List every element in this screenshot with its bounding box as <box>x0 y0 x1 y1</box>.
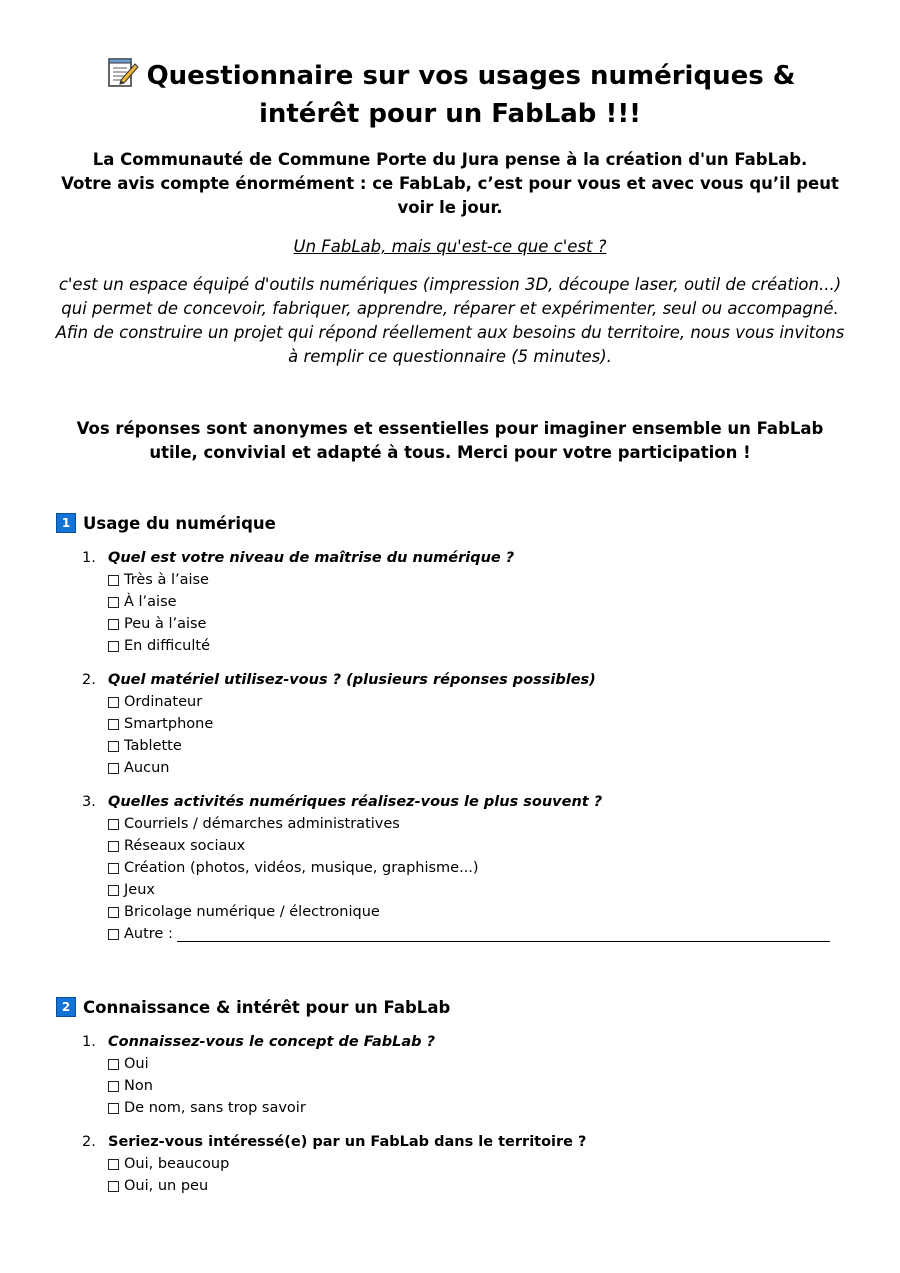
checkbox-icon[interactable] <box>108 697 119 708</box>
checkbox-icon[interactable] <box>108 841 119 852</box>
intro <box>50 148 850 220</box>
question-text: Quel matériel utilisez-vous ? (plusieurs réponses possibles) <box>108 672 596 688</box>
checkbox-icon[interactable] <box>108 1181 119 1192</box>
question-title <box>80 547 850 569</box>
memo-icon <box>105 56 139 90</box>
question-materiel <box>80 669 850 779</box>
checkbox-icon[interactable] <box>108 819 119 830</box>
option-label: Smartphone <box>124 716 214 732</box>
option-label: Très à l’aise <box>124 572 209 588</box>
option-label: Bricolage numérique / électronique <box>124 904 380 920</box>
option-bricolage[interactable] <box>108 901 850 923</box>
option-tablette[interactable] <box>108 735 850 757</box>
option-peu-a-laise[interactable] <box>108 613 850 635</box>
option-list <box>80 1053 850 1119</box>
option-list <box>80 1153 850 1197</box>
option-reseaux-sociaux[interactable] <box>108 835 850 857</box>
intro-line-2: Votre avis compte énormément : ce FabLab, c’est pour vous et avec vous qu’il peut voir le jour. <box>61 174 839 217</box>
question-text: Connaissez-vous le concept de FabLab ? <box>108 1034 436 1050</box>
fablab-question: Un FabLab, mais qu'est-ce que c'est ? <box>293 237 607 256</box>
option-ordinateur[interactable] <box>108 691 850 713</box>
section-header <box>56 995 846 1019</box>
option-label: Création (photos, vidéos, musique, graphisme...) <box>124 860 479 876</box>
section-usage-numerique <box>56 511 846 535</box>
option-label: Jeux <box>124 882 155 898</box>
option-courriels[interactable] <box>108 813 850 835</box>
option-creation[interactable] <box>108 857 850 879</box>
page-title-text: Questionnaire sur vos usages numériques & intérêt pour un FabLab !!! <box>146 61 796 129</box>
page-title <box>60 56 840 133</box>
option-en-difficulte[interactable] <box>108 635 850 657</box>
option-label: Oui <box>124 1056 149 1072</box>
question-number: 3. <box>82 794 96 810</box>
section-number-badge: 1 <box>56 513 76 533</box>
option-label: De nom, sans trop savoir <box>124 1100 306 1116</box>
option-label: Ordinateur <box>124 694 203 710</box>
checkbox-icon[interactable] <box>108 1103 119 1114</box>
option-autre[interactable] <box>108 923 850 945</box>
option-label: Aucun <box>124 760 170 776</box>
checkbox-icon[interactable] <box>108 863 119 874</box>
intro-line-1: La Communauté de Commune Porte du Jura pense à la création d'un FabLab. <box>92 150 808 169</box>
section-title: Connaissance & intérêt pour un FabLab <box>83 997 451 1017</box>
section-connaissance-fablab <box>56 995 846 1019</box>
question-interet <box>80 1131 850 1197</box>
question-title <box>80 1131 850 1153</box>
option-label: Peu à l’aise <box>124 616 207 632</box>
option-list <box>80 569 850 657</box>
question-text: Quelles activités numériques réalisez-vous le plus souvent ? <box>108 794 603 810</box>
question-number: 1. <box>82 550 96 566</box>
option-label: Non <box>124 1078 153 1094</box>
question-activites <box>80 791 850 945</box>
checkbox-icon[interactable] <box>108 741 119 752</box>
option-label: Autre : <box>124 926 173 942</box>
option-non[interactable] <box>108 1075 850 1097</box>
checkbox-icon[interactable] <box>108 929 119 940</box>
checkbox-icon[interactable] <box>108 907 119 918</box>
option-de-nom[interactable] <box>108 1097 850 1119</box>
checkbox-icon[interactable] <box>108 1059 119 1070</box>
question-number: 2. <box>82 1134 96 1150</box>
checkbox-icon[interactable] <box>108 641 119 652</box>
option-label: Oui, beaucoup <box>124 1156 230 1172</box>
checkbox-icon[interactable] <box>108 619 119 630</box>
section-number-badge: 2 <box>56 997 76 1017</box>
option-tres-a-laise[interactable] <box>108 569 850 591</box>
option-label: En difficulté <box>124 638 211 654</box>
fablab-definition <box>50 273 850 369</box>
option-oui-beaucoup[interactable] <box>108 1153 850 1175</box>
option-oui[interactable] <box>108 1053 850 1075</box>
option-label: À l’aise <box>124 594 177 610</box>
checkbox-icon[interactable] <box>108 885 119 896</box>
question-connaissance <box>80 1031 850 1119</box>
checkbox-icon[interactable] <box>108 719 119 730</box>
option-label: Tablette <box>124 738 182 754</box>
option-a-laise[interactable] <box>108 591 850 613</box>
question-title <box>80 669 850 691</box>
option-list <box>80 813 850 945</box>
option-oui-un-peu[interactable] <box>108 1175 850 1197</box>
section-title: Usage du numérique <box>83 513 276 533</box>
option-label: Réseaux sociaux <box>124 838 246 854</box>
option-smartphone[interactable] <box>108 713 850 735</box>
question-title <box>80 791 850 813</box>
question-text: Seriez-vous intéressé(e) par un FabLab dans le territoire ? <box>108 1134 587 1150</box>
section-header <box>56 511 846 535</box>
fablab-definition-p2: Afin de construire un projet qui répond réellement aux besoins du territoire, nous vous invitons à remplir ce questionnaire (5 minutes). <box>55 323 845 366</box>
question-text: Quel est votre niveau de maîtrise du numérique ? <box>108 550 515 566</box>
question-niveau-maitrise <box>80 547 850 657</box>
checkbox-icon[interactable] <box>108 763 119 774</box>
fablab-definition-p1: c'est un espace équipé d'outils numériques (impression 3D, découpe laser, outil de création...) qui permet de concevoir, fabriquer, apprendre, réparer et expérimenter, seul ou accompagné. <box>58 275 842 318</box>
option-jeux[interactable] <box>108 879 850 901</box>
question-number: 1. <box>82 1034 96 1050</box>
option-label: Courriels / démarches administratives <box>124 816 400 832</box>
option-list <box>80 691 850 779</box>
closing-message: Vos réponses sont anonymes et essentielles pour imaginer ensemble un FabLab utile, convivial et adapté à tous. Merci pour votre participation ! <box>76 419 824 462</box>
checkbox-icon[interactable] <box>108 575 119 586</box>
checkbox-icon[interactable] <box>108 597 119 608</box>
checkbox-icon[interactable] <box>108 1159 119 1170</box>
checkbox-icon[interactable] <box>108 1081 119 1092</box>
question-number: 2. <box>82 672 96 688</box>
option-aucun[interactable] <box>108 757 850 779</box>
option-label: Oui, un peu <box>124 1178 209 1194</box>
autre-fill-line[interactable] <box>177 927 830 942</box>
question-title <box>80 1031 850 1053</box>
